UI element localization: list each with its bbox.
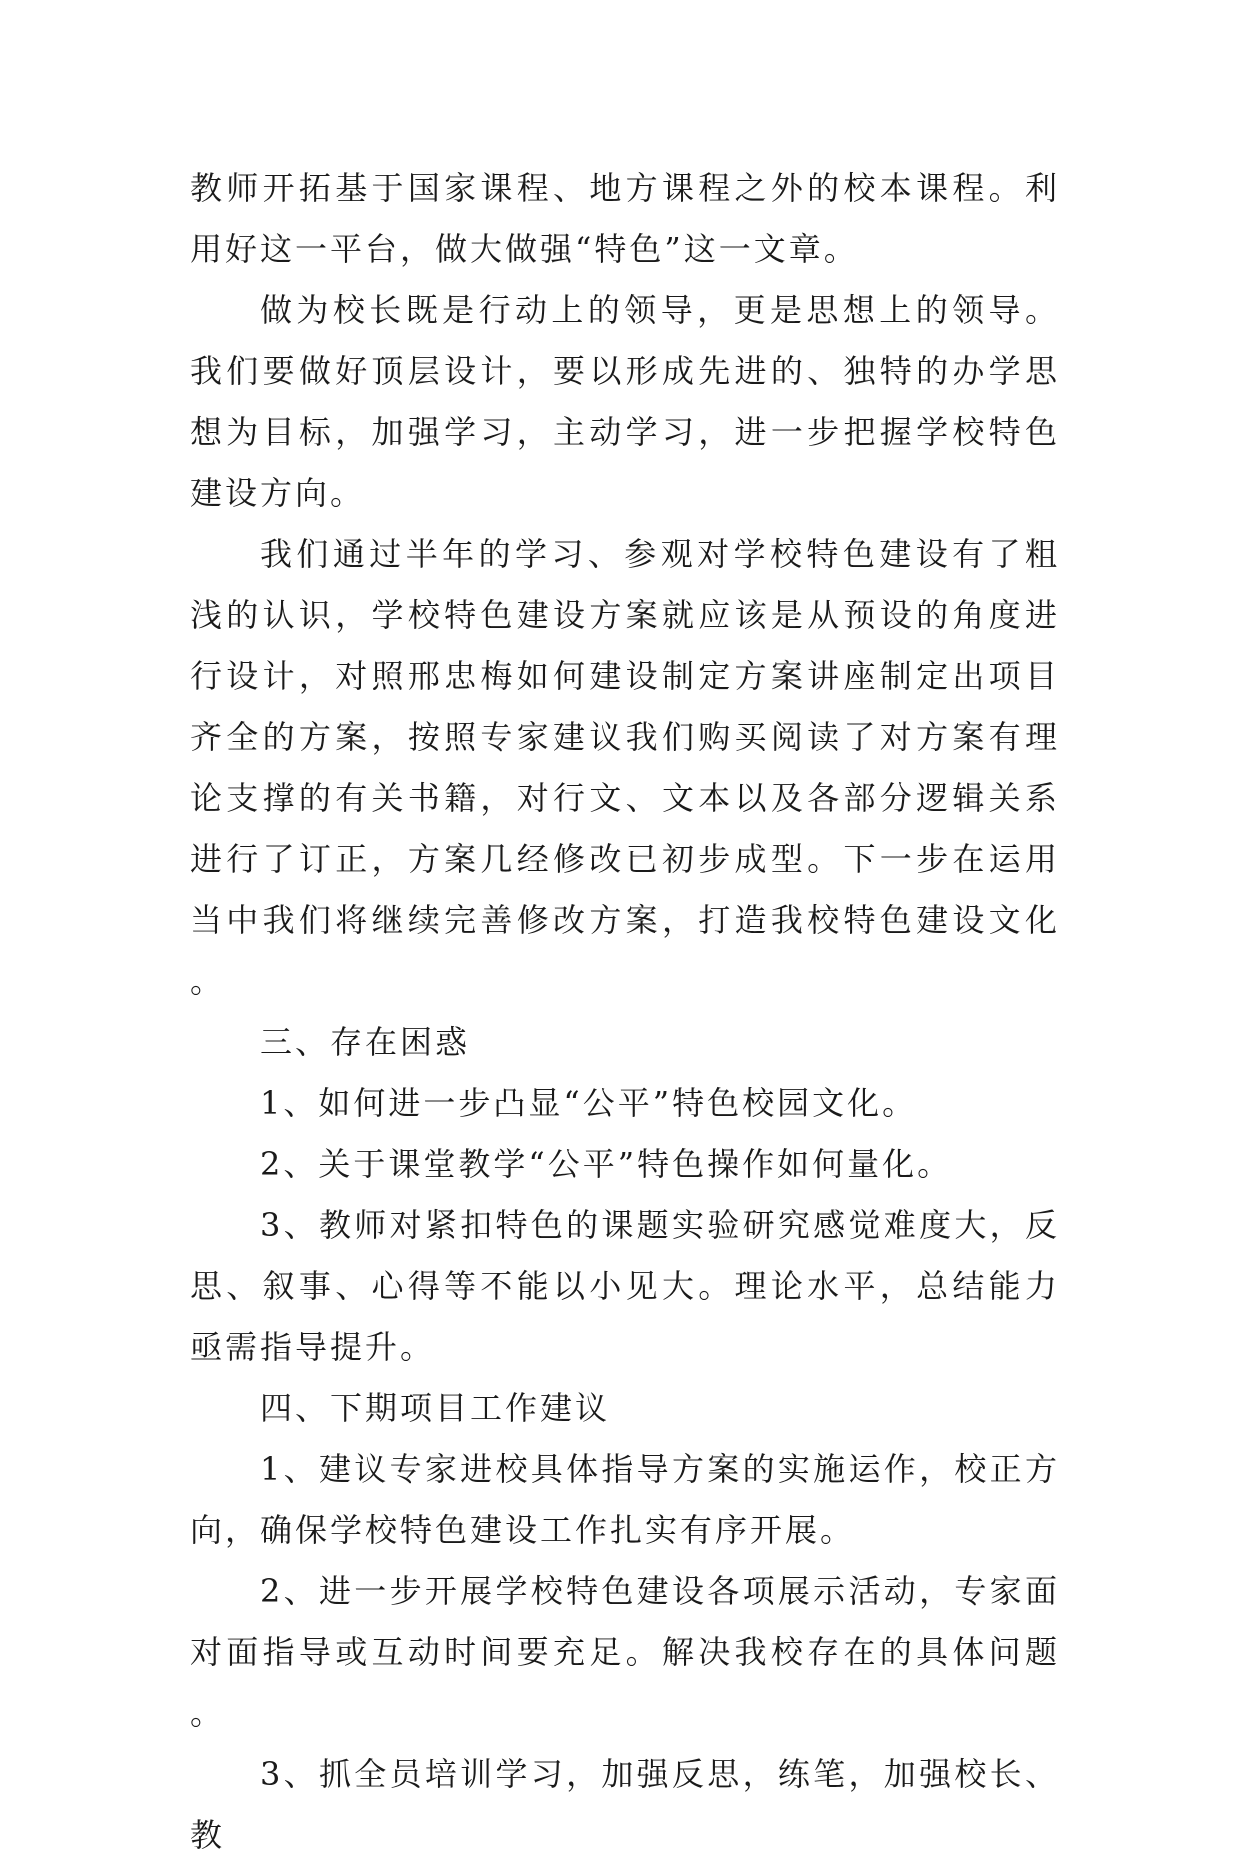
section-heading: 四、下期项目工作建议 [260,1389,611,1427]
paragraph: 我们通过半年的学习、参观对学校特色建设有了粗浅的认识，学校特色建设方案就应该是从预设的角度进行设计，对照邢忠梅如何建设制定方案讲座制定出项目齐全的方案，按照专家建议我们购买阅读了对方案有理论支撑的有关书籍，对行文、文本以及各部分逻辑关系进行了订正，方案几经修改已初步成型。下一步在运用当中我们将继续完善修改方案，打造我校特色建设文化。 [190,535,1060,1000]
document-body [190,158,1060,1866]
list-item: 2、关于课堂教学“公平”特色操作如何量化。 [260,1145,953,1183]
paragraph: 教师开拓基于国家课程、地方课程之外的校本课程。利用好这一平台，做大做强“特色”这一文章。 [190,169,1060,268]
paragraph: 做为校长既是行动上的领导，更是思想上的领导。我们要做好顶层设计，要以形成先进的、独特的办学思想为目标，加强学习，主动学习，进一步把握学校特色建设方向。 [190,291,1060,512]
list-item: 3、抓全员培训学习，加强反思，练笔，加强校长、教 [190,1755,1060,1854]
section-heading: 三、存在困惑 [260,1023,471,1061]
list-item: 2、进一步开展学校特色建设各项展示活动，专家面对面指导或互动时间要充足。解决我校存在的具体问题。 [190,1572,1060,1732]
list-item: 1、建议专家进校具体指导方案的实施运作，校正方向，确保学校特色建设工作扎实有序开展。 [190,1450,1060,1549]
list-item: 1、如何进一步凸显“公平”特色校园文化。 [260,1084,918,1122]
list-item: 3、教师对紧扣特色的课题实验研究感觉难度大，反思、叙事、心得等不能以小见大。理论水平，总结能力亟需指导提升。 [190,1206,1060,1366]
